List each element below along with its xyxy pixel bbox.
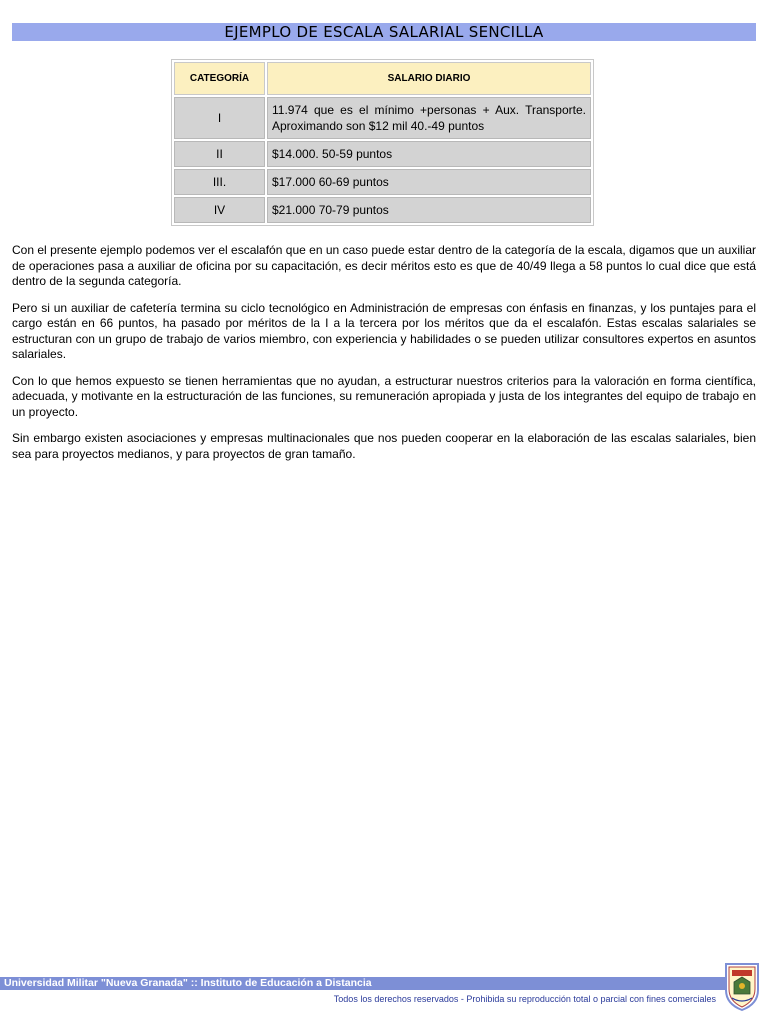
footer-rights: Todos los derechos reservados - Prohibida su reproducción total o parcial con fines comerciales: [333, 994, 716, 1004]
category-cell: I: [174, 97, 265, 139]
salary-cell: $21.000 70-79 puntos: [267, 197, 591, 223]
salary-cell: 11.974 que es el mínimo +personas + Aux. Transporte. Aproximando son $12 mil 40.-49 puntos: [267, 97, 591, 139]
page-title: EJEMPLO DE ESCALA SALARIAL SENCILLA: [12, 23, 756, 41]
salary-cell: $14.000. 50-59 puntos: [267, 141, 591, 167]
paragraph: Pero si un auxiliar de cafetería termina su ciclo tecnológico en Administración de empresas con énfasis en finanzas, y los puntajes para el cargo están en 66 puntos, ha pasado por méritos de la I a la tercera por los méritos que da el escalafón. Estas escalas salariales se estructuran con un grupo de trabajo de varios miembro, con experiencia y habilidades o se pueden utilizar consultores expertos en asuntos salariales.: [12, 300, 756, 361]
table-row: [174, 97, 591, 139]
paragraph: Con el presente ejemplo podemos ver el escalafón que en un caso puede estar dentro de la categoría de la escala, digamos que un auxiliar de operaciones pasa a auxiliar de oficina por su capacitación, es decir méritos esto es que de 40/49 llega a 58 puntos lo cual dice que está dentro de la segunda categoría.: [12, 243, 756, 288]
table-header-row: [174, 62, 591, 95]
footer-institution: Universidad Militar "Nueva Granada" :: Instituto de Educación a Distancia: [0, 977, 730, 990]
table-row: [174, 169, 591, 195]
university-seal-icon: [720, 960, 764, 1012]
paragraph: Con lo que hemos expuesto se tienen herramientas que no ayudan, a estructurar nuestros criterios para la valoración en forma científica, adecuada, y motivante en la estructuración de las funciones, su remuneración apropiada y justa de los integrantes del equipo de trabajo en un proyecto.: [12, 373, 756, 419]
paragraph: Sin embargo existen asociaciones y empresas multinacionales que nos pueden cooperar en la elaboración de las escalas salariales, bien sea para proyectos medianos, y para proyectos de gran tamaño.: [12, 431, 756, 461]
salary-scale-table: [171, 59, 594, 226]
table-row: [174, 197, 591, 223]
category-cell: II: [174, 141, 265, 167]
category-cell: III.: [174, 169, 265, 195]
table-row: [174, 141, 591, 167]
column-header-salary: SALARIO DIARIO: [267, 62, 591, 95]
column-header-category: CATEGORÍA: [174, 62, 265, 95]
category-cell: IV: [174, 197, 265, 223]
salary-cell: $17.000 60-69 puntos: [267, 169, 591, 195]
body-text: [12, 243, 756, 473]
